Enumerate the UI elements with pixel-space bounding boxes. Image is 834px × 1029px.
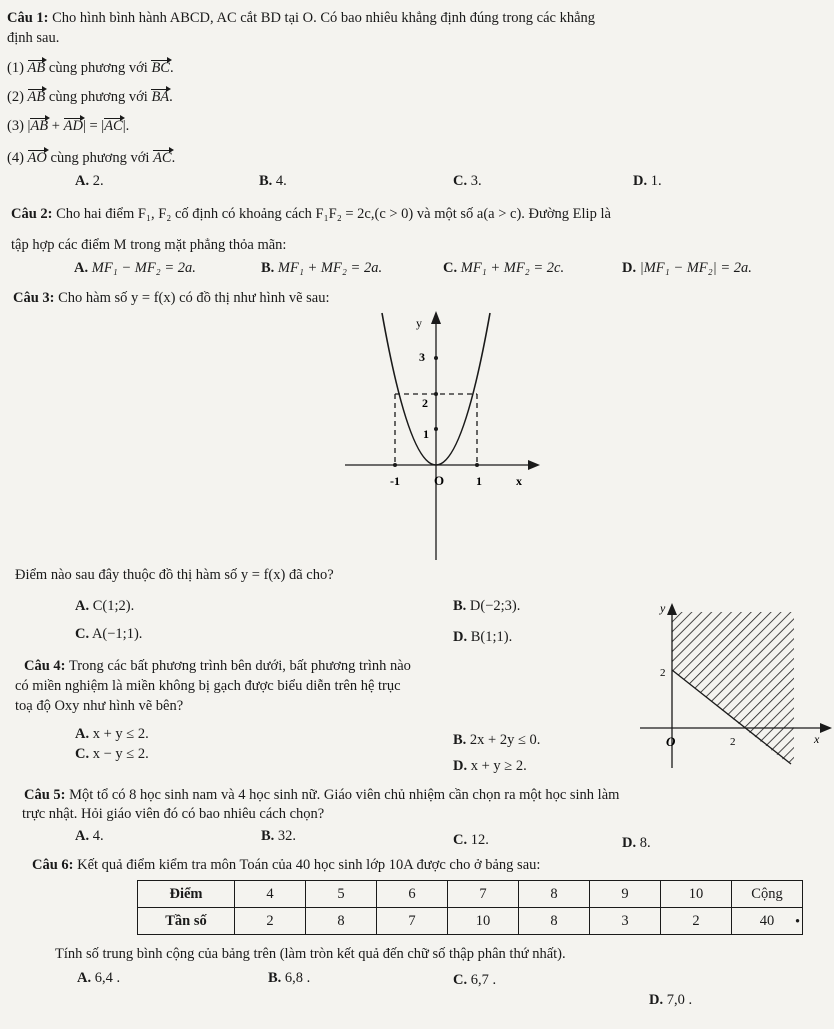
q2-option-d[interactable]: D. |MF₁ − MF₂| = 2a. — [622, 260, 752, 276]
table-head-score: Điểm — [138, 881, 235, 908]
q3-graph-x-label: x — [516, 474, 522, 488]
q4-stem-line1: Câu 4: Trong các bất phương trình bên dưới, bất phương trình nào — [24, 658, 411, 674]
q1-option-c[interactable]: C. 3. — [453, 173, 482, 189]
q1-option-a[interactable]: A. 2. — [75, 173, 104, 189]
q3-graph-tick-y3: 3 — [419, 350, 425, 364]
q5-option-a[interactable]: A. 4. — [75, 828, 104, 844]
q4-stem-line2: có miền nghiệm là miền không bị gạch được biểu diễn trên hệ trục — [15, 678, 401, 694]
q2-stem-line1: Câu 2: Cho hai điểm F₁, F₂ cố định có khoảng cách F₁F₂ = 2c,(c > 0) và một số a(a > c). Đường Elip là — [11, 206, 611, 222]
q4-graph-origin: O — [666, 734, 676, 749]
table-cell: 10 — [448, 908, 519, 935]
table-row-frequency — [138, 908, 803, 935]
q4-option-a[interactable]: A. x + y ≤ 2. — [75, 726, 149, 742]
table-cell: 7 — [377, 908, 448, 935]
table-cell: 6 — [377, 881, 448, 908]
q2-option-c[interactable]: C. MF₁ + MF₂ = 2c. — [443, 260, 565, 276]
table-cell: 9 — [590, 881, 661, 908]
q5-option-b[interactable]: B. 32. — [261, 828, 297, 844]
q3-graph-tick-x1: 1 — [476, 474, 482, 488]
q3-graph-tick-y1: 1 — [423, 427, 429, 441]
table-mark: • — [795, 914, 801, 930]
q5-stem-line2: trực nhật. Hỏi giáo viên đó có bao nhiêu cách chọn? — [22, 806, 325, 822]
table-cell: 7 — [448, 881, 519, 908]
q6-stem: Câu 6: Kết quả điểm kiểm tra môn Toán của 40 học sinh lớp 10A được cho ở bảng sau: — [32, 857, 541, 873]
q2-stem-line2: tập hợp các điểm M trong mặt phẳng thỏa mãn: — [11, 237, 287, 253]
table-row-scores — [138, 881, 803, 908]
q6-question: Tính số trung bình cộng của bảng trên (làm tròn kết quả đến chữ số thập phân thứ nhất). — [55, 946, 566, 962]
table-cell: 8 — [519, 881, 590, 908]
q3-option-b[interactable]: B. D(−2;3). — [453, 598, 521, 614]
q4-graph-y-label: y — [660, 601, 666, 615]
q1-statement-1: (1) AB cùng phương với BC. — [7, 60, 174, 76]
table-cell: 4 — [235, 881, 306, 908]
q2-option-b[interactable]: B. MF₁ + MF₂ = 2a. — [261, 260, 383, 276]
q1-statement-3: (3) |AB + AD| = |AC|. — [7, 118, 130, 134]
q3-parabola-graph — [340, 305, 550, 567]
q3-graph-tick-y2: 2 — [422, 396, 428, 410]
q6-score-table — [137, 880, 803, 935]
table-head-frequency: Tần số — [138, 908, 235, 935]
table-cell: Cộng — [732, 881, 803, 908]
q5-option-d[interactable]: D. 8. — [622, 835, 651, 851]
q1-stem-line1: Câu 1: Cho hình bình hành ABCD, AC cắt BD tại O. Có bao nhiêu khẳng định đúng trong các khẳng — [7, 10, 596, 26]
q3-option-c[interactable]: C. A(−1;1). — [75, 626, 143, 642]
table-cell: 2 — [235, 908, 306, 935]
q5-option-c[interactable]: C. 12. — [453, 832, 489, 848]
q3-question: Điểm nào sau đây thuộc đồ thị hàm số y = f(x) đã cho? — [15, 567, 334, 583]
q1-statement-4: (4) AO cùng phương với AC. — [7, 150, 176, 166]
q6-option-a[interactable]: A. 6,4 . — [77, 970, 121, 986]
q6-option-c[interactable]: C. 6,7 . — [453, 972, 497, 988]
q1-stem-line2: định sau. — [7, 30, 60, 46]
q4-graph-x-tick: 2 — [730, 736, 736, 748]
table-cell: 3 — [590, 908, 661, 935]
q4-stem-line3: toạ độ Oxy như hình vẽ bên? — [15, 698, 184, 714]
q3-graph-y-label: y — [416, 316, 422, 330]
table-cell: 40 — [732, 908, 803, 935]
table-cell: 8 — [306, 908, 377, 935]
q3-option-d[interactable]: D. B(1;1). — [453, 629, 513, 645]
q3-graph-origin: O — [434, 473, 445, 488]
q4-graph-y-tick: 2 — [660, 667, 666, 679]
table-cell: 2 — [661, 908, 732, 935]
q4-option-b[interactable]: B. 2x + 2y ≤ 0. — [453, 732, 541, 748]
q1-option-b[interactable]: B. 4. — [259, 173, 287, 189]
q1-option-d[interactable]: D. 1. — [633, 173, 662, 189]
table-cell: 8 — [519, 908, 590, 935]
table-cell: 5 — [306, 881, 377, 908]
q6-option-b[interactable]: B. 6,8 . — [268, 970, 311, 986]
q3-stem: Câu 3: Cho hàm số y = f(x) có đồ thị như hình vẽ sau: — [13, 290, 330, 306]
table-cell: 10 — [661, 881, 732, 908]
q1-statement-2: (2) AB cùng phương với BA. — [7, 89, 173, 105]
q2-option-a[interactable]: A. MF₁ − MF₂ = 2a. — [74, 260, 196, 276]
q4-option-d[interactable]: D. x + y ≥ 2. — [453, 758, 527, 774]
q4-graph-x-label: x — [814, 732, 820, 746]
q6-option-d[interactable]: D. 7,0 . — [649, 992, 693, 1008]
q3-graph-tick-xneg1: -1 — [390, 474, 400, 488]
q3-option-a[interactable]: A. C(1;2). — [75, 598, 135, 614]
q4-option-c[interactable]: C. x − y ≤ 2. — [75, 746, 149, 762]
q4-region-graph — [636, 598, 834, 774]
q5-stem-line1: Câu 5: Một tổ có 8 học sinh nam và 4 học sinh nữ. Giáo viên chủ nhiệm cần chọn ra một học sinh làm — [24, 787, 620, 803]
